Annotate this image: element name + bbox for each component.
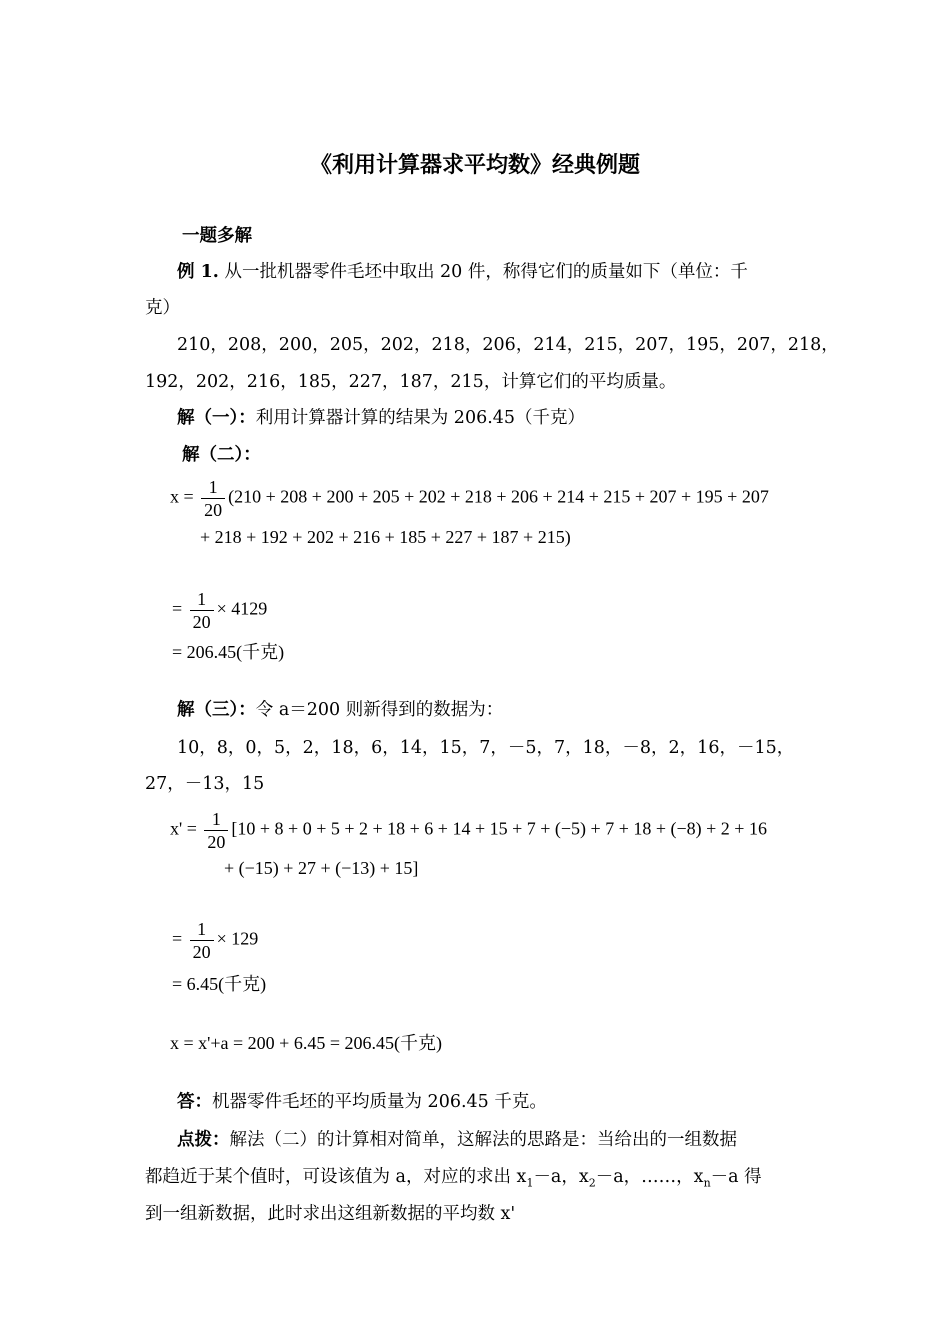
- answer: [177, 1090, 547, 1114]
- solution1: [177, 406, 585, 430]
- solution2-eq2: [172, 588, 267, 633]
- new-data-line-2: 27，－13，15: [145, 774, 265, 794]
- solution2-eq1-cont: + 218 + 192 + 202 + 216 + 185 + 227 + 187 + 215): [200, 527, 571, 547]
- eq-rest: × 129: [216, 928, 259, 949]
- solution1-label: 解（一）：: [177, 408, 256, 428]
- fraction: [190, 918, 214, 963]
- example-line-1: [177, 260, 748, 284]
- tip-line2-b: －a，x: [533, 1167, 589, 1187]
- tip-line2-c: －a，……，x: [595, 1167, 704, 1187]
- answer-label: 答：: [177, 1092, 212, 1112]
- frac-num: 1: [201, 476, 225, 499]
- frac-num: 1: [204, 808, 228, 831]
- frac-den: 20: [192, 942, 211, 962]
- frac-den: 20: [207, 832, 226, 852]
- frac-num: 1: [190, 918, 214, 941]
- example-text: 从一批机器零件毛坯中取出 20 件，称得它们的质量如下（单位：千: [224, 262, 748, 282]
- fraction: [201, 476, 225, 521]
- solution3: [177, 698, 503, 722]
- solution3-eq1: [170, 808, 767, 853]
- eq-rest: (210 + 208 + 200 + 205 + 202 + 218 + 206 + 214 + 215 + 207 + 195 + 207: [228, 486, 769, 507]
- subscript: 1: [526, 1176, 534, 1190]
- tip-label: 点拨：: [177, 1130, 230, 1150]
- subscript: n: [703, 1176, 711, 1190]
- eq-lhs: =: [172, 598, 183, 619]
- solution2-eq1: [170, 476, 769, 521]
- data-line-1: 210，208，200，205，202，218，206，214，215，207，195，207，218，: [177, 335, 839, 355]
- eq-lhs: =: [172, 928, 183, 949]
- data-line-2: 192，202，216，185，227，187，215，计算它们的平均质量。: [145, 372, 677, 392]
- frac-den: 20: [204, 500, 223, 520]
- tip-line-2: [145, 1165, 762, 1196]
- answer-text: 机器零件毛坯的平均质量为 206.45 千克。: [212, 1092, 547, 1112]
- tip-text: 解法（二）的计算相对简单，这解法的思路是：当给出的一组数据: [229, 1130, 737, 1150]
- solution3-text: 令 a＝200 则新得到的数据为：: [255, 700, 504, 720]
- eq-rest: × 4129: [216, 598, 268, 619]
- solution3-eq4: x = x'+a = 200 + 6.45 = 206.45(千克): [170, 1033, 442, 1053]
- solution3-eq2: [172, 918, 258, 963]
- solution2-eq3: = 206.45(千克): [172, 642, 285, 662]
- tip-line-3: 到一组新数据，此时求出这组新数据的平均数 x': [145, 1204, 516, 1224]
- fraction: [204, 808, 228, 853]
- tip-line2-a: 都趋近于某个值时，可设该值为 a，对应的求出 x: [145, 1167, 527, 1187]
- page-title: 《利用计算器求平均数》经典例题: [309, 152, 640, 178]
- new-data-line-1: 10，8，0，5，2，18，6，14，15，7，－5，7，18，－8，2，16，－15，: [177, 738, 795, 758]
- section-heading: 一题多解: [182, 226, 252, 246]
- solution1-text: 利用计算器计算的结果为 206.45（千克）: [255, 408, 586, 428]
- solution3-label: 解（三）：: [177, 700, 256, 720]
- example-label: 例 1.: [177, 262, 219, 282]
- tip-line2-d: －a 得: [710, 1167, 762, 1187]
- solution3-eq3: = 6.45(千克): [172, 974, 267, 994]
- eq-lhs: x' =: [170, 818, 197, 839]
- example-line-2: 克）: [145, 298, 180, 318]
- fraction: [190, 588, 214, 633]
- eq-lhs: x =: [170, 486, 194, 507]
- frac-den: 20: [192, 612, 211, 632]
- eq-rest: [10 + 8 + 0 + 5 + 2 + 18 + 6 + 14 + 15 + 7 + (−5) + 7 + 18 + (−8) + 2 + 16: [231, 818, 767, 839]
- solution3-eq1-cont: + (−15) + 27 + (−13) + 15]: [224, 858, 419, 878]
- tip-line-1: [177, 1128, 737, 1152]
- subscript: 2: [588, 1176, 596, 1190]
- solution2-label: 解（二）：: [182, 445, 261, 465]
- frac-num: 1: [190, 588, 214, 611]
